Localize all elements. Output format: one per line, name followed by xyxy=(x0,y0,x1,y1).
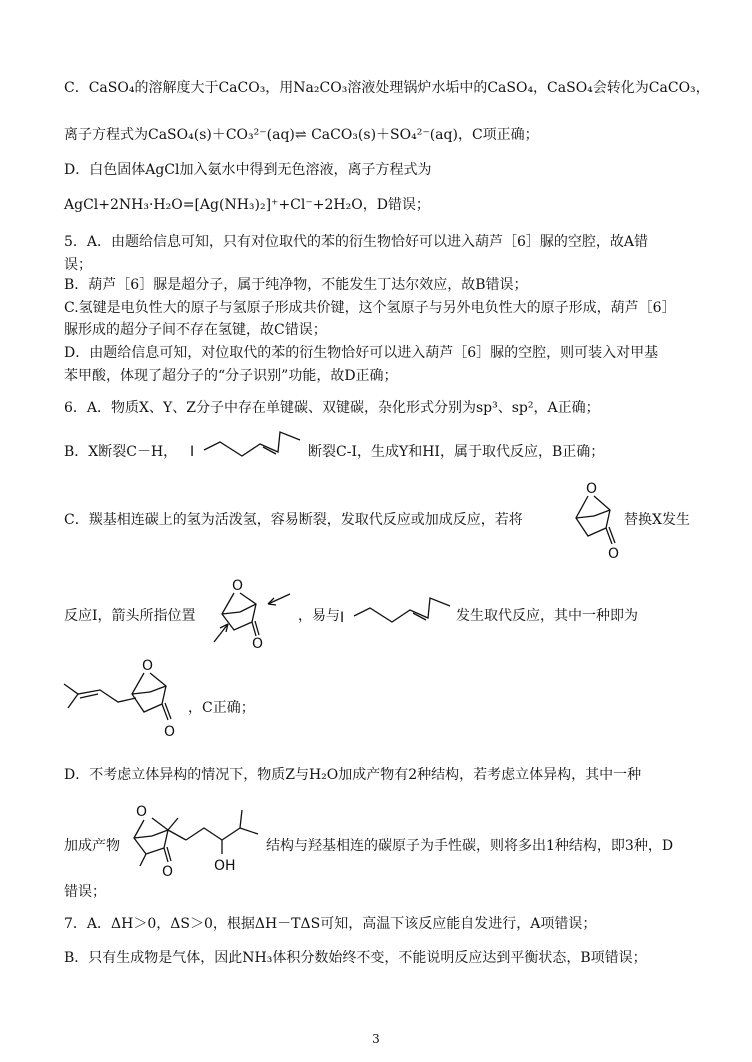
iodoalkene-structure xyxy=(184,424,312,464)
text-line-5c-cont: 脲形成的超分子间不存在氢键，故C错误； xyxy=(64,322,327,338)
text-line-5d-cont: 苯甲酸，体现了超分子的“分子识别”功能，故D正确； xyxy=(64,368,398,384)
page-number: 3 xyxy=(372,1032,380,1046)
text-line-chiral-carbon: 结构与羟基相连的碳原子为手性碳，则将多出1种结构，即3种，D xyxy=(266,838,674,854)
text-line-ionic-equation: 离子方程式为CaSO₄(s)＋CO₃²⁻(aq)⇌ CaCO₃(s)＋SO₄²⁻(aq)，C项正确； xyxy=(64,127,539,143)
text-line-addition-product: 加成产物 xyxy=(64,838,120,854)
bicyclic-ketone-structure xyxy=(566,478,622,562)
carbonyl-oxygen-label: O xyxy=(252,636,264,650)
text-line-6c: C．羰基相连碳上的氢为活泼氢，容易断裂，发取代反应或加成反应，若将 xyxy=(64,512,523,528)
text-line-6d-error: 错误； xyxy=(64,884,106,900)
text-line-5b: B．葫芦［6］脲是超分子，属于纯净物，不能发生丁达尔效应，故B错误； xyxy=(64,277,528,293)
text-line-7a: 7．A．ΔH＞0，ΔS＞0，根据ΔH－TΔS可知，高温下该反应能自发进行，A项错误； xyxy=(64,916,597,932)
oxygen-label: O xyxy=(232,578,244,594)
hydroxyl-label: OH xyxy=(214,858,236,874)
carbonyl-oxygen-label: O xyxy=(164,724,176,740)
text-line-6b-end: 断裂C-I，生成Y和HI，属于取代反应，B正确； xyxy=(308,444,605,460)
carbonyl-oxygen-label: O xyxy=(608,546,620,562)
text-line-reaction-end: 发生取代反应，其中一种即为 xyxy=(456,608,638,624)
bicyclic-ketone-arrows-structure xyxy=(206,574,298,650)
hydroxy-product-structure xyxy=(126,798,266,880)
product-structure xyxy=(60,654,196,746)
arrow-right xyxy=(268,594,290,604)
text-line-5d: D．由题给信息可知，对位取代的苯的衍生物恰好可以进入葫芦［6］脲的空腔，则可装入对甲基 xyxy=(64,345,659,361)
text-line-d-agcl: D．白色固体AgCl加入氨水中得到无色溶液，离子方程式为 xyxy=(64,162,432,178)
oxygen-label: O xyxy=(136,804,148,820)
text-line-6d: D．不考虑立体异构的情况下，物质Z与H₂O加成产物有2种结构，若考虑立体异构，其中一种 xyxy=(64,767,642,783)
text-line-agcl-equation: AgCl+2NH₃·H₂O=[Ag(NH₃)₂]⁺+Cl⁻+2H₂O，D错误； xyxy=(64,197,430,213)
carbonyl-oxygen-label: O xyxy=(162,864,174,880)
arrow-left xyxy=(214,624,228,642)
text-line-6b-start: B．X断裂C－H， xyxy=(64,444,178,460)
text-line-c-caso4: C．CaSO₄的溶解度大于CaCO₃，用Na₂CO₃溶液处理锅炉水垢中的CaSO₄，CaSO₄会转化为CaCO₃， xyxy=(64,80,710,96)
iodine-label: I xyxy=(190,444,195,460)
text-line-5a: 5．A．由题给信息可知，只有对位取代的苯的衍生物恰好可以进入葫芦［6］脲的空腔，故A错 xyxy=(64,234,649,250)
text-line-6c-end: 替换X发生 xyxy=(624,512,690,528)
text-line-5c: C.氢键是电负性大的原子与氢原子形成共价键，这个氢原子与另外电负性大的原子形成，葫芦［6］ xyxy=(64,300,676,316)
iodoalkene-structure-2 xyxy=(334,590,462,630)
arrow-left-head xyxy=(220,624,228,632)
text-line-reaction-1: 反应I，箭头所指位置 xyxy=(64,608,196,624)
oxygen-label: O xyxy=(586,481,598,497)
text-line-product-correct: ，C正确； xyxy=(188,700,255,716)
text-line-7b: B．只有生成物是气体，因此NH₃体积分数始终不变，不能说明反应达到平衡状态，B项错误； xyxy=(64,950,647,966)
iodine-label: I xyxy=(340,610,345,626)
oxygen-label: O xyxy=(142,658,154,674)
text-line-5a-cont: 误； xyxy=(64,257,92,273)
text-line-6a: 6．A．物质X、Y、Z分子中存在单键碳、双键碳，杂化形式分别为sp³、sp²，A正确； xyxy=(64,400,600,416)
text-line-reaction-mid: ，易与 xyxy=(298,608,340,624)
